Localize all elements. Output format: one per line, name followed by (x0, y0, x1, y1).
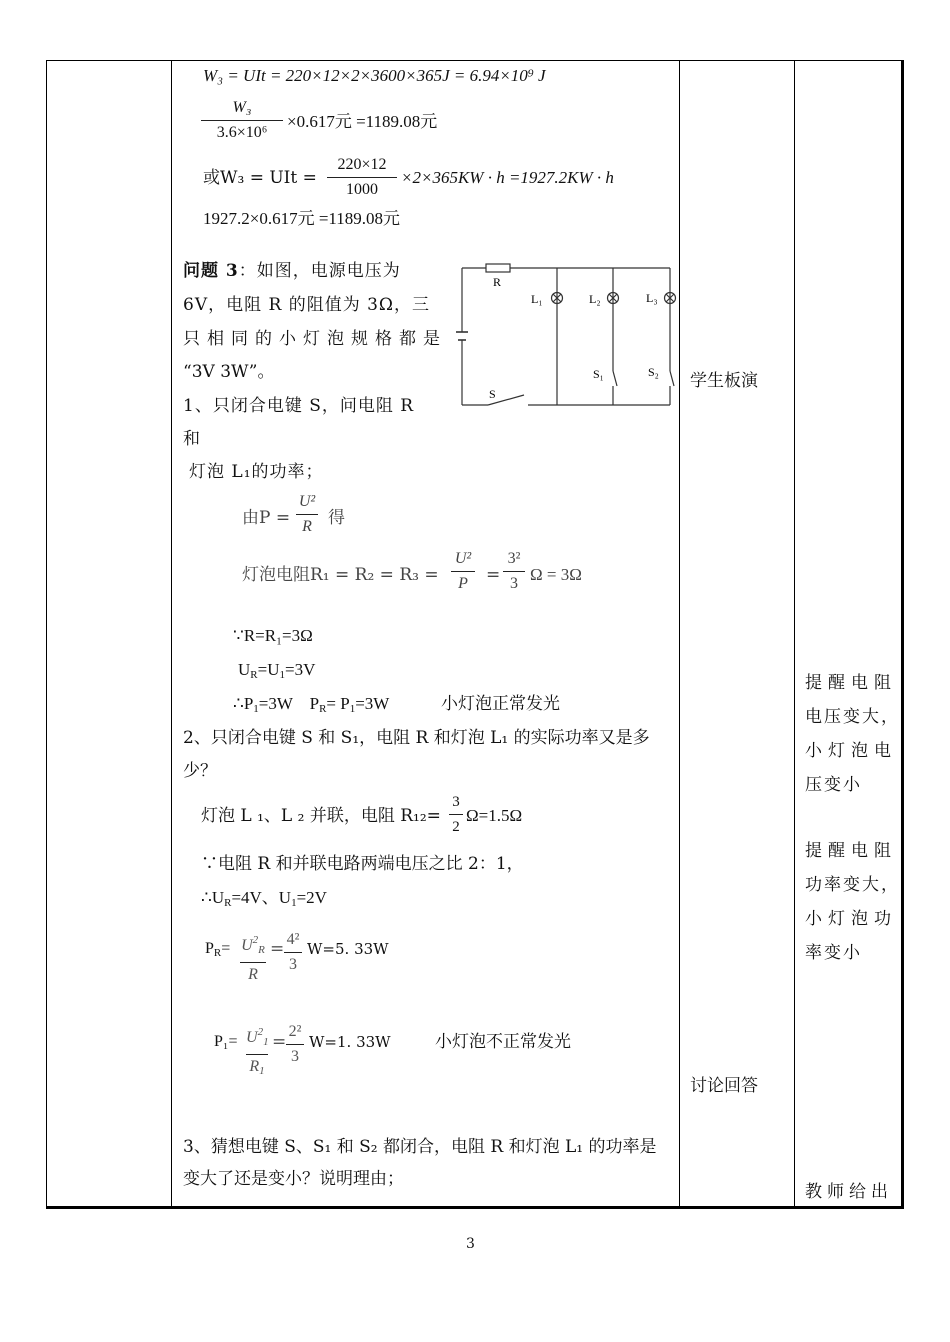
svg-text:S₂: S₂ (648, 365, 659, 379)
voltage-ratio: ∵电阻 R 和并联电路两端电压之比 2：1， (201, 854, 524, 874)
cost-line: 1927.2×0.617元 =1189.08元 (203, 209, 401, 228)
column-divider (679, 60, 680, 1209)
discuss-answer: 讨论回答 (690, 1076, 758, 1096)
p1-prefix: P₁= (214, 1033, 238, 1050)
problem3-intro-2: 6V，电阻 R 的阻值为 3Ω，三 (183, 295, 431, 315)
eq1-suffix: 得 (328, 508, 345, 528)
eq1-fraction: U² R (296, 492, 318, 537)
eq2-fraction-1: U² P (451, 549, 475, 594)
svg-text:R: R (493, 275, 502, 289)
p1-result: W=1. 33W (309, 1033, 391, 1051)
eq1-prefix: 由P = (242, 508, 291, 528)
switch-s2 (670, 371, 674, 386)
p1-fraction: $U^2_1$ $R_1$ (246, 1026, 269, 1077)
page-number: 3 (466, 1236, 475, 1252)
switch-s1 (613, 371, 617, 386)
pr-fraction: $U^2_R$ R (241, 934, 265, 983)
student-demo: 学生板演 (690, 371, 758, 391)
circuit-diagram (450, 258, 680, 410)
eq2-suffix: Ω = 3Ω (530, 565, 582, 584)
w3-fraction: W₃ 3.6×10⁶ (201, 98, 283, 143)
w3-equation: W₃ = UIt = 220×12×2×3600×365J = 6.94×10⁹ J (203, 66, 546, 85)
problem3-intro-3: 只相同的小灯泡规格都是 (183, 329, 447, 349)
alt-equation-tail: ×2×365KW · h =1927.2KW · h (401, 168, 614, 187)
svg-text:S: S (489, 387, 496, 401)
column-divider (171, 60, 172, 1209)
column-divider (794, 60, 795, 1209)
svg-text:L₃: L₃ (646, 291, 658, 305)
svg-text:S₁: S₁ (593, 367, 604, 381)
q3-line1: 3、猜想电键 S、S₁ 和 S₂ 都闭合，电阻 R 和灯泡 L₁ 的功率是 (183, 1137, 657, 1157)
pr-prefix: $P_R=$ (205, 940, 231, 959)
since-r: ∵R=R₁=3Ω (233, 626, 313, 645)
q2-line1: 2、只闭合电键 S 和 S₁，电阻 R 和灯泡 L₁ 的实际功率又是多 (183, 728, 650, 748)
remind-power: 提醒电阻 功率变大， 小灯泡功 率变小 (805, 841, 900, 963)
alt-prefix: 或W₃ = UIt = (203, 168, 317, 188)
power-result: $\therefore P_1=3W$ $P_R= P_1=3W$ (233, 694, 390, 715)
q1-line1: 1、只闭合电键 S，问电阻 R (183, 396, 415, 416)
pr-result: W=5. 33W (307, 940, 389, 958)
pr-equals: = (270, 939, 285, 959)
ur-equals: $U_R=U_1=3V$ (238, 660, 316, 681)
q3-line2: 变大了还是变小？说明理由； (183, 1169, 404, 1189)
problem3-intro-4: “3V 3W”。 (183, 362, 275, 382)
parallel-fraction: 3 2 (449, 792, 463, 837)
pr-fraction-2: 4² 3 (284, 930, 302, 975)
alt-fraction: 220×12 1000 (327, 155, 397, 200)
teacher-gives: 教师给出 (805, 1182, 893, 1202)
parallel-suffix: Ω=1.5Ω (466, 806, 523, 825)
eq2-equals: = (486, 565, 501, 585)
svg-text:L₂: L₂ (589, 292, 601, 306)
p1-fraction-2: 2² 3 (286, 1022, 304, 1067)
ur-values: $\therefore U_R=4V$、$U_1=2V$ (201, 888, 327, 909)
problem3-intro: 问题 3：如图，电源电压为 (183, 261, 401, 281)
remind-voltage: 提醒电阻 电压变大， 小灯泡电 压变小 (805, 673, 900, 795)
parallel-prefix: 灯泡 L ₁、L ₂ 并联，电阻 R₁₂= (201, 806, 441, 826)
normal-note: 小灯泡正常发光 (441, 694, 560, 714)
eq2-prefix: 灯泡电阻R₁ = R₂ = R₃ = (242, 565, 439, 585)
w3-cost: ×0.617元 =1189.08元 (287, 112, 438, 131)
q2-line2: 少？ (183, 761, 217, 781)
svg-text:L₁: L₁ (531, 292, 543, 306)
p1-equals: = (272, 1032, 287, 1052)
abnormal-note: 小灯泡不正常发光 (435, 1032, 571, 1052)
q1-line3: 灯泡 L₁的功率； (189, 462, 324, 482)
resistor-r (486, 264, 510, 272)
q1-line2: 和 (183, 429, 200, 449)
eq2-fraction-2: 3² 3 (503, 549, 525, 594)
